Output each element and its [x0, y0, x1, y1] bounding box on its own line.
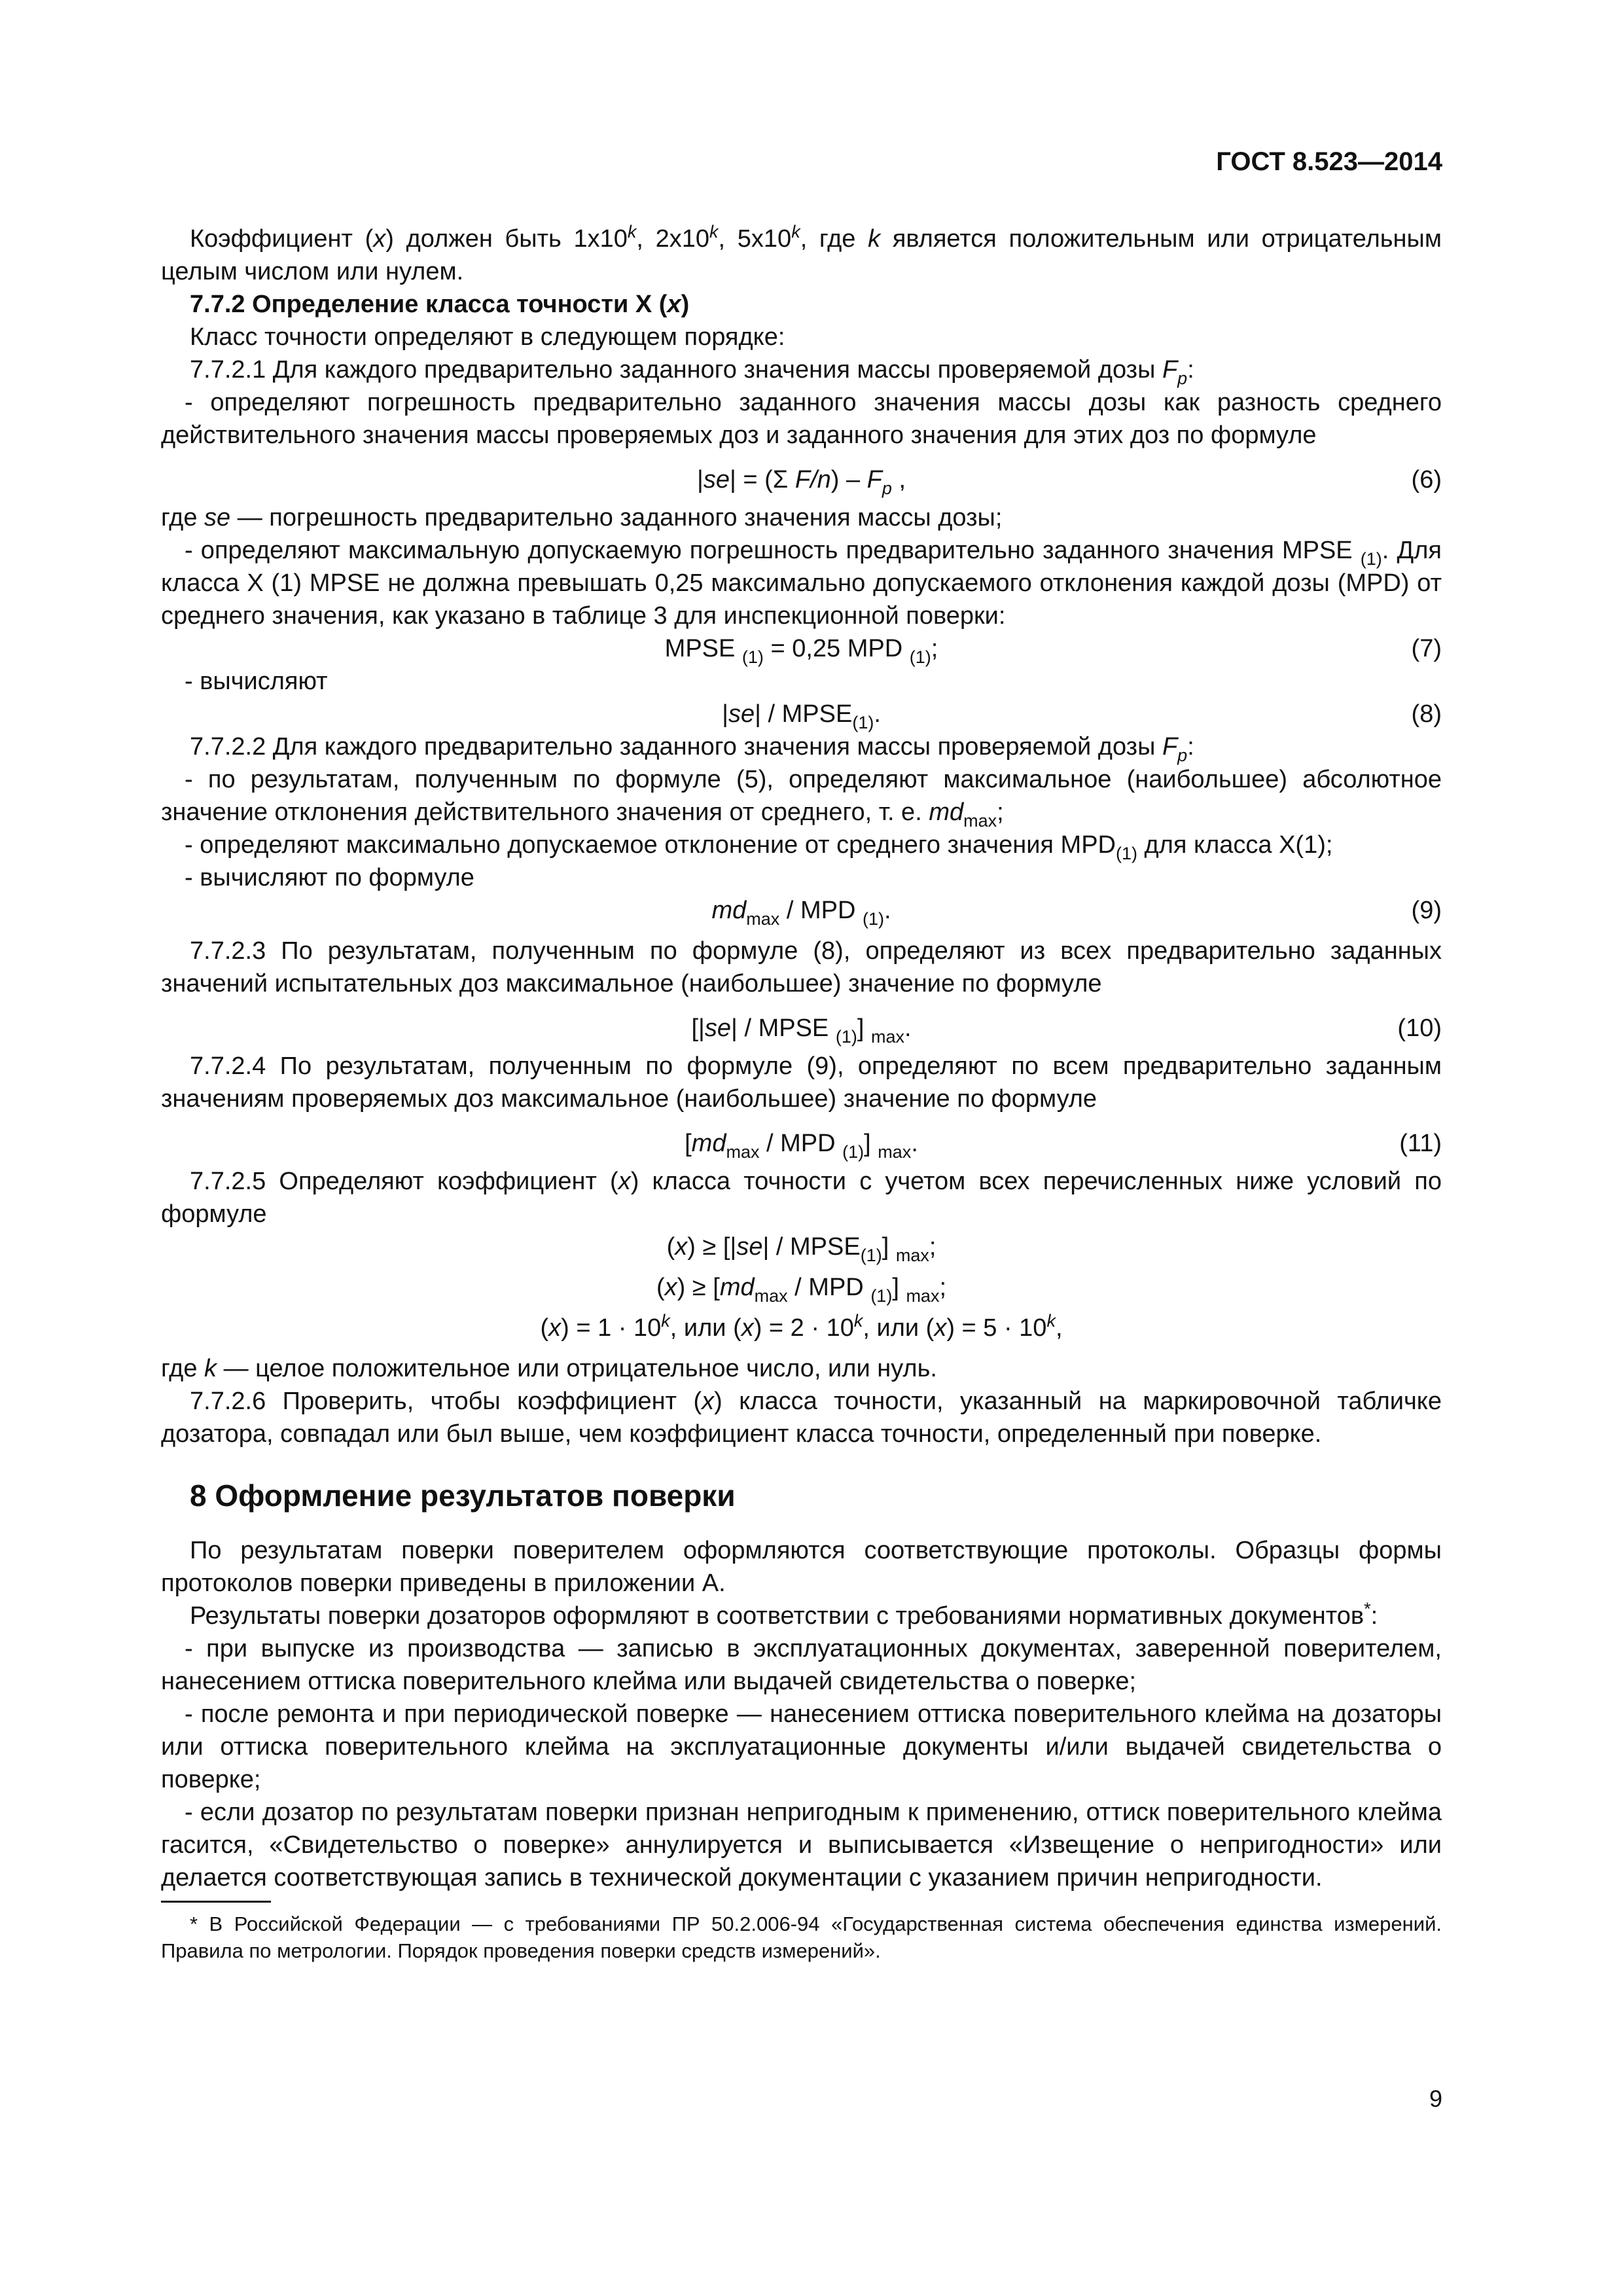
paragraph-results: Результаты поверки дозаторов оформляют в соответствии с требованиями нормативных документов*: — [190, 1599, 1378, 1630]
paragraph-7-7-2-4: 7.7.2.4 По результатам, полученным по формуле (9), определяют по всем предварительно заданным значениям проверяемых доз максимальное (наибольшее) значение по формуле — [161, 1052, 1442, 1113]
formula-expression: |se| = (Σ $F/n) - F_p$ , — [696, 466, 906, 498]
formula-condition-c — [161, 1312, 1442, 1344]
list-item-mpse: - определяют максимальную допускаемую погрешность предварительно заданного значения MPSE $_{(1)}$. Для класса X (1) MPSE не должна превышать 0,25 максимально допускаемого отклонения каждой дозы (MPD) от среднего значения, как указано в таблице 3 для инспекционной поверки: — [161, 537, 1442, 630]
list-item-production-release: - при выпуске из производства — записью в эксплуатационных документах, заверенной поверителем, нанесением оттиска поверительного клейма или выдачей свидетельства о поверке; — [161, 1635, 1442, 1695]
formula-condition-a — [161, 1230, 1442, 1263]
list-item-mpd: - определяют максимально допускаемое отклонение от среднего значения $MPD_{(1)}$ для класса X(1); — [185, 831, 1333, 863]
document-code-header: ГОСТ 8.523—2014 — [1216, 147, 1442, 176]
formula-number: (6) — [1411, 466, 1442, 493]
formula-expression: [$md_{max}$ / MPD $_{(1)}$] $_{max}$. — [685, 1130, 918, 1162]
formula-expression: $(x) = 1 \cdot 10^k$, или $(x) = 2 \cdot 10^k$, или $(x) = 5 \cdot 10^k$, — [540, 1311, 1063, 1342]
paragraph-7-7-2-1: 7.7.2.1 Для каждого предварительно заданного значения массы проверяемой дозы $F_p$: — [190, 356, 1194, 388]
formula-number: (9) — [1411, 897, 1442, 924]
footnote-reference: * — [1364, 1599, 1371, 1619]
paragraph-where-se: где se — погрешность предварительно заданного значения массы дозы; — [161, 504, 1003, 531]
paragraph-7-7-2-2: 7.7.2.2 Для каждого предварительно заданного значения массы проверяемой дозы $F_p$: — [190, 733, 1194, 765]
paragraph-where-k: где k — целое положительное или отрицательное число, или нуль. — [161, 1355, 937, 1382]
page-number: 9 — [1429, 2085, 1442, 2112]
formula-number: (11) — [1399, 1130, 1442, 1157]
list-item-max-deviation: - по результатам, полученным по формуле (5), определяют максимальное (наибольшее) абсолютное значение отклонения действительного значения от среднего, т. е. $md_{max}$; — [161, 766, 1442, 831]
formula-number: (8) — [1411, 700, 1442, 728]
formula-9 — [161, 894, 1442, 927]
formula-number: (7) — [1411, 635, 1442, 662]
formula-11 — [161, 1127, 1442, 1160]
footnote: * В Российской Федерации — с требованиями ПР 50.2.006-94 «Государственная система обеспечения единства измерений. Правила по метрологии. Порядок проведения поверки средств измерений». — [161, 1912, 1442, 1962]
list-item-calculate: - вычисляют — [185, 668, 328, 695]
list-item-calculate-formula: - вычисляют по формуле — [185, 864, 474, 891]
footnote-separator — [161, 1901, 271, 1903]
paragraph-order: Класс точности определяют в следующем порядке: — [190, 323, 785, 351]
subsection-heading-7-7-2: 7.7.2 Определение класса точности X (x) — [190, 291, 690, 318]
formula-expression: $|se| / MPSE_{(1)}$. — [722, 700, 881, 732]
paragraph-7-7-2-3: 7.7.2.3 По результатам, полученным по формуле (8), определяют из всех предварительно заданных значений испытательных доз максимальное (наибольшее) значение по формуле — [161, 937, 1442, 997]
section-heading-8: 8 Оформление результатов поверки — [190, 1479, 736, 1513]
paragraph-7-7-2-5: 7.7.2.5 Определяют коэффициент (x) класса точности с учетом всех перечисленных ниже условий по формуле — [161, 1168, 1442, 1228]
formula-expression: $(x) \ge [|se| / MPSE_{(1)}]$ $_{max}$; — [666, 1233, 936, 1265]
formula-expression: [|se| / MPSE $_{(1)}$] $_{max}$. — [691, 1014, 912, 1047]
page-content — [161, 223, 1442, 1964]
list-item-unfit: - если дозатор по результатам поверки признан непригодным к применению, оттиск поверительного клейма гасится, «Свидетельство о поверке» аннулируется и выписывается «Извещение о непригодности» или делается соответствующая запись в технической документации с указанием причин непригодности. — [161, 1799, 1442, 1892]
paragraph-protocols: По результатам поверки поверителем оформляются соответствующие протоколы. Образцы формы протоколов поверки приведены в приложении А. — [161, 1537, 1442, 1597]
formula-10 — [161, 1012, 1442, 1045]
formula-6 — [161, 463, 1442, 496]
formula-expression: $(x) \ge [md_{max}$ / MPD $_{(1)}$] $_{max}$; — [656, 1274, 947, 1306]
paragraph-coefficient: Коэффициент (x) должен быть 1х10$^k$, 2х10$^k$, 5х10$^k$, где k является положительным или отрицательным целым числом или нулем. — [161, 222, 1442, 285]
formula-expression: $md_{max}$ / MPD $_{(1)}$. — [711, 897, 891, 929]
formula-7 — [161, 632, 1442, 665]
formula-number: (10) — [1397, 1014, 1442, 1042]
formula-8 — [161, 698, 1442, 730]
paragraph-7-7-2-6: 7.7.2.6 Проверить, чтобы коэффициент (x) класса точности, указанный на маркировочной табличке дозатора, совпадал или был выше, чем коэффициент класса точности, определенный при поверке. — [161, 1388, 1442, 1448]
formula-expression: MPSE $_{(1)}$ = 0,25 MPD $_{(1)}$; — [664, 635, 938, 667]
formula-condition-b — [161, 1271, 1442, 1304]
list-item-error-definition: - определяют погрешность предварительно заданного значения массы дозы как разность среднего действительного значения массы проверяемых доз и заданного значения для этих доз по формуле — [161, 389, 1442, 449]
list-item-repair: - после ремонта и при периодической поверке — нанесением оттиска поверительного клейма на дозаторы или оттиска поверительного клейма на эксплуатационные документы и/или выдачей свидетельства о поверке; — [161, 1700, 1442, 1793]
